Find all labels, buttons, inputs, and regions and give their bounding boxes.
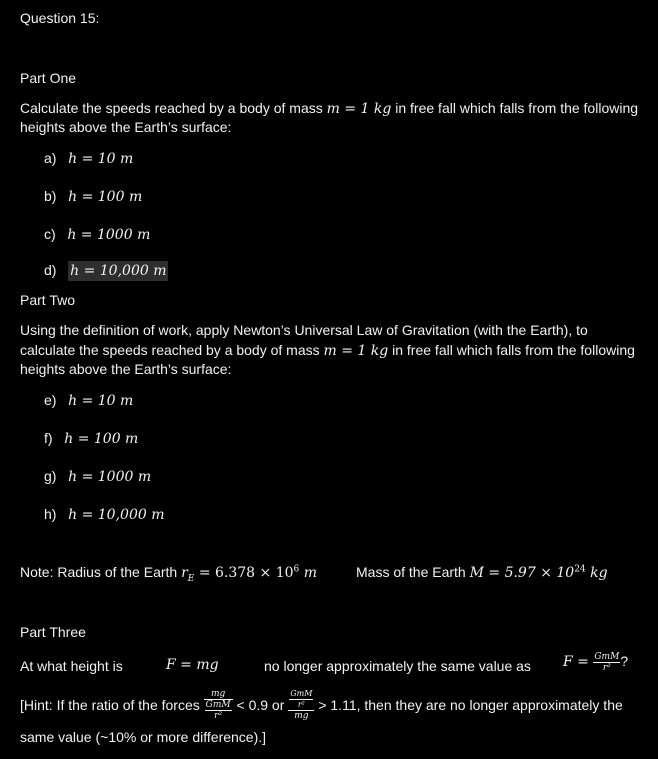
ratio-denominator: mg	[294, 711, 309, 721]
part-two-intro-text-2: in free fall which falls from the following	[388, 342, 635, 358]
note-radius-sub: E	[187, 573, 195, 584]
part-one-intro-text: Calculate the speeds reached by a body of mass	[20, 100, 327, 116]
part-two-intro-line-3: heights above the Earth’s surface:	[20, 361, 232, 377]
part-three-heading: Part Three	[20, 624, 86, 640]
note-mass	[356, 564, 608, 581]
note-radius-unit: m	[299, 565, 317, 581]
fraction-numerator: GmM	[594, 652, 620, 662]
ratio-gravity-over-mg	[288, 689, 314, 721]
note-mass-value: M = 5.97 × 10	[469, 565, 575, 581]
item-label: g)	[44, 468, 57, 484]
item-label: a)	[44, 150, 57, 166]
hint-text: [Hint: If the ratio of the forces	[20, 697, 200, 713]
note-mass-unit: kg	[585, 565, 608, 581]
part-one-intro-line-2: heights above the Earth’s surface:	[20, 119, 232, 135]
part-one-intro-text-2: in free fall which falls from the following	[391, 100, 639, 116]
question-mark: ?	[620, 653, 629, 670]
inner-numerator: GmM	[290, 689, 313, 698]
note-radius-label: Note: Radius of the Earth	[20, 564, 182, 580]
part-three-question-text: At what height is	[20, 658, 123, 674]
formula-f-lhs: F =	[563, 654, 594, 671]
formula-f-gravity	[563, 652, 628, 673]
item-height: h = 10 m	[68, 151, 134, 167]
part-two-mass: m = 1 kg	[323, 343, 389, 359]
part-two-intro-line-1: Using the definition of work, apply Newton’s Universal Law of Gravitation (with the Earth), to	[20, 322, 588, 338]
fraction-gmm-r2	[593, 652, 620, 673]
part-one-mass: m = 1 kg	[326, 101, 392, 117]
list-item	[44, 506, 164, 523]
hint-greater-than: > 1.11, then they are no longer approximately the	[318, 697, 623, 713]
item-label: h)	[44, 506, 57, 522]
item-height-highlighted: h = 10,000 m	[70, 263, 167, 279]
part-three-question-text-2: no longer approximately the same value as	[264, 658, 531, 674]
inner-fraction	[205, 700, 232, 721]
list-item	[44, 430, 138, 447]
item-label: f)	[44, 430, 53, 446]
part-two-heading: Part Two	[20, 292, 75, 308]
hint-line-2: same value (~10% or more difference).]	[20, 729, 267, 745]
part-one-intro-line-1	[20, 100, 638, 117]
note-radius	[20, 564, 317, 584]
hint-less-than: < 0.9 or	[236, 697, 285, 713]
item-height: h = 1000 m	[67, 227, 151, 243]
part-two-intro-text: calculate the speeds reached by a body of mass	[20, 342, 324, 358]
part-one-heading: Part One	[20, 70, 77, 86]
list-item	[44, 188, 142, 205]
question-title: Question 15:	[20, 10, 100, 26]
list-item	[44, 150, 133, 167]
part-two-intro-line-2	[20, 342, 635, 359]
inner-denominator: r²	[214, 711, 223, 721]
item-height: h = 10,000 m	[68, 507, 165, 523]
list-item	[44, 468, 151, 485]
item-label: c)	[44, 226, 56, 242]
item-label: d)	[44, 262, 57, 278]
formula-f-mg: F = mg	[166, 657, 219, 673]
inner-numerator: GmM	[205, 700, 231, 710]
fraction-denominator: r²	[602, 663, 611, 673]
item-label: b)	[44, 188, 57, 204]
note-radius-value: = 6.378 × 10	[194, 565, 294, 581]
item-height: h = 1000 m	[68, 469, 152, 485]
ratio-denominator	[204, 700, 233, 721]
note-mass-exp: 24	[574, 564, 586, 575]
note-mass-label: Mass of the Earth	[356, 564, 470, 580]
list-item	[44, 392, 133, 409]
inner-denominator: r²	[297, 700, 305, 709]
item-height: h = 100 m	[68, 189, 143, 205]
item-label: e)	[44, 392, 57, 408]
item-height: h = 10 m	[68, 393, 134, 409]
note-radius-exp: 6	[293, 564, 300, 575]
inner-fraction	[289, 689, 313, 710]
list-item	[44, 262, 168, 279]
list-item	[44, 226, 150, 243]
ratio-mg-over-gravity	[204, 689, 233, 721]
ratio-numerator: mg	[204, 689, 233, 700]
item-height: h = 100 m	[64, 431, 139, 447]
ratio-numerator	[288, 689, 314, 711]
note-radius-symbol: r	[181, 565, 188, 581]
hint-line	[20, 689, 623, 721]
